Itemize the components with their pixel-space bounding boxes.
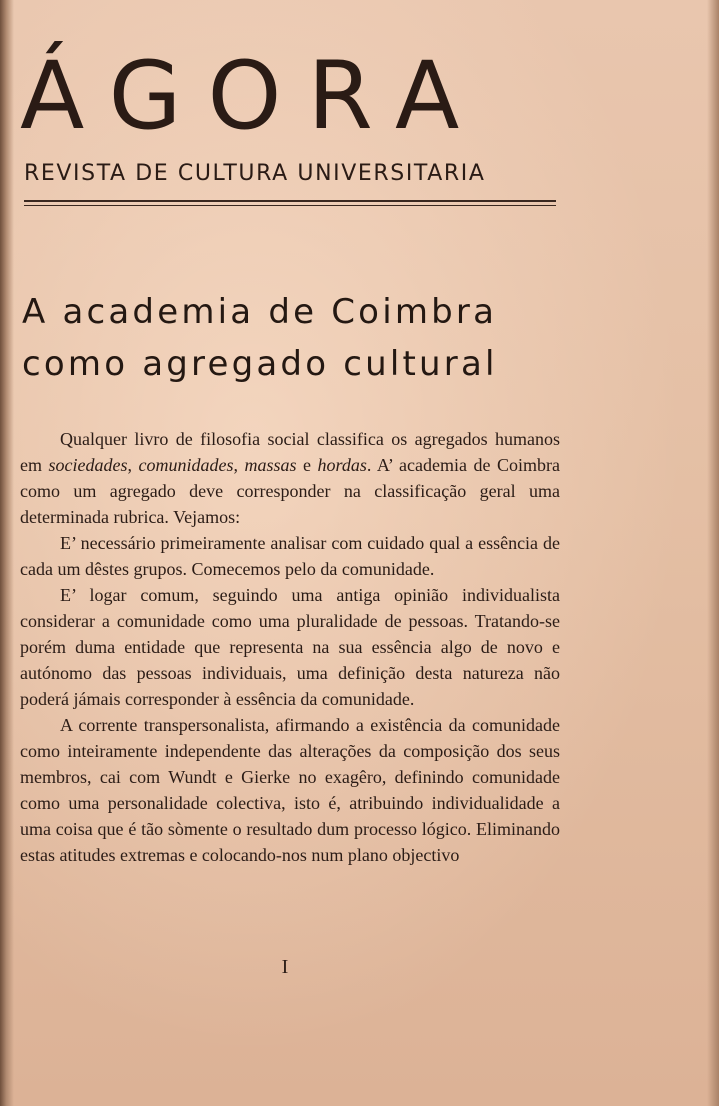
paragraph-1-sep-1: , [127,455,139,475]
paragraph-2: E’ necessário primeiramente analisar com cuidado qual a essência de cada um dêstes grupos. Comecemos pelo da comunidade. [20,533,560,579]
term-hordas: hordas [317,455,367,475]
article-title [22,286,582,390]
article-body [20,426,560,868]
term-massas: massas [244,455,297,475]
paragraph-1-text-b: . A’ academia de Coimbra como um agregado deve corresponder na classificação geral uma determinada rubrica. Vejamos: [20,455,561,527]
page-number: I [281,956,289,978]
paragraph-1 [20,426,560,530]
term-comunidades: comunidades [138,455,234,475]
paragraph-1-sep-2: , [233,455,245,475]
masthead-title: ÁGORA [20,42,486,151]
paragraph-3: E’ logar comum, seguindo uma antiga opinião individualista considerar a comunidade como uma pluralidade de pessoas. Tratando-se porém duma entidade que representa na sua essência algo de novo e autónomo das pessoas individuais, uma definição desta natureza não poderá jámais corresponder à essência da comunidade. [20,585,560,709]
article-title-line-2: como agregado cultural [22,344,498,384]
masthead-subtitle: REVISTA DE CULTURA UNIVERSITARIA [24,161,486,186]
paragraph-4: A corrente transpersonalista, afirmando a existência da comunidade como inteiramente independente das alterações da composição dos seus membros, cai com Wundt e Gierke no exagêro, definindo comunidade como uma personalidade colectiva, isto é, atribuindo individualidade a uma coisa que é tão sòmente o resultado dum processo lógico. Eliminando estas atitudes extremas e colocando-nos num plano objectivo [20,715,560,865]
paragraph-1-text-a: Qualquer livro de filosofia social classifica os agregados humanos em [20,429,560,475]
spine-shadow [0,0,14,1106]
paragraph-1-sep-3: e [296,455,318,475]
masthead-rule-bottom [24,205,556,206]
article-title-line-1: A academia de Coimbra [22,292,498,332]
page-edge-shadow [707,0,719,1106]
masthead-rule-top [24,200,556,202]
term-sociedades: sociedades [48,455,128,475]
